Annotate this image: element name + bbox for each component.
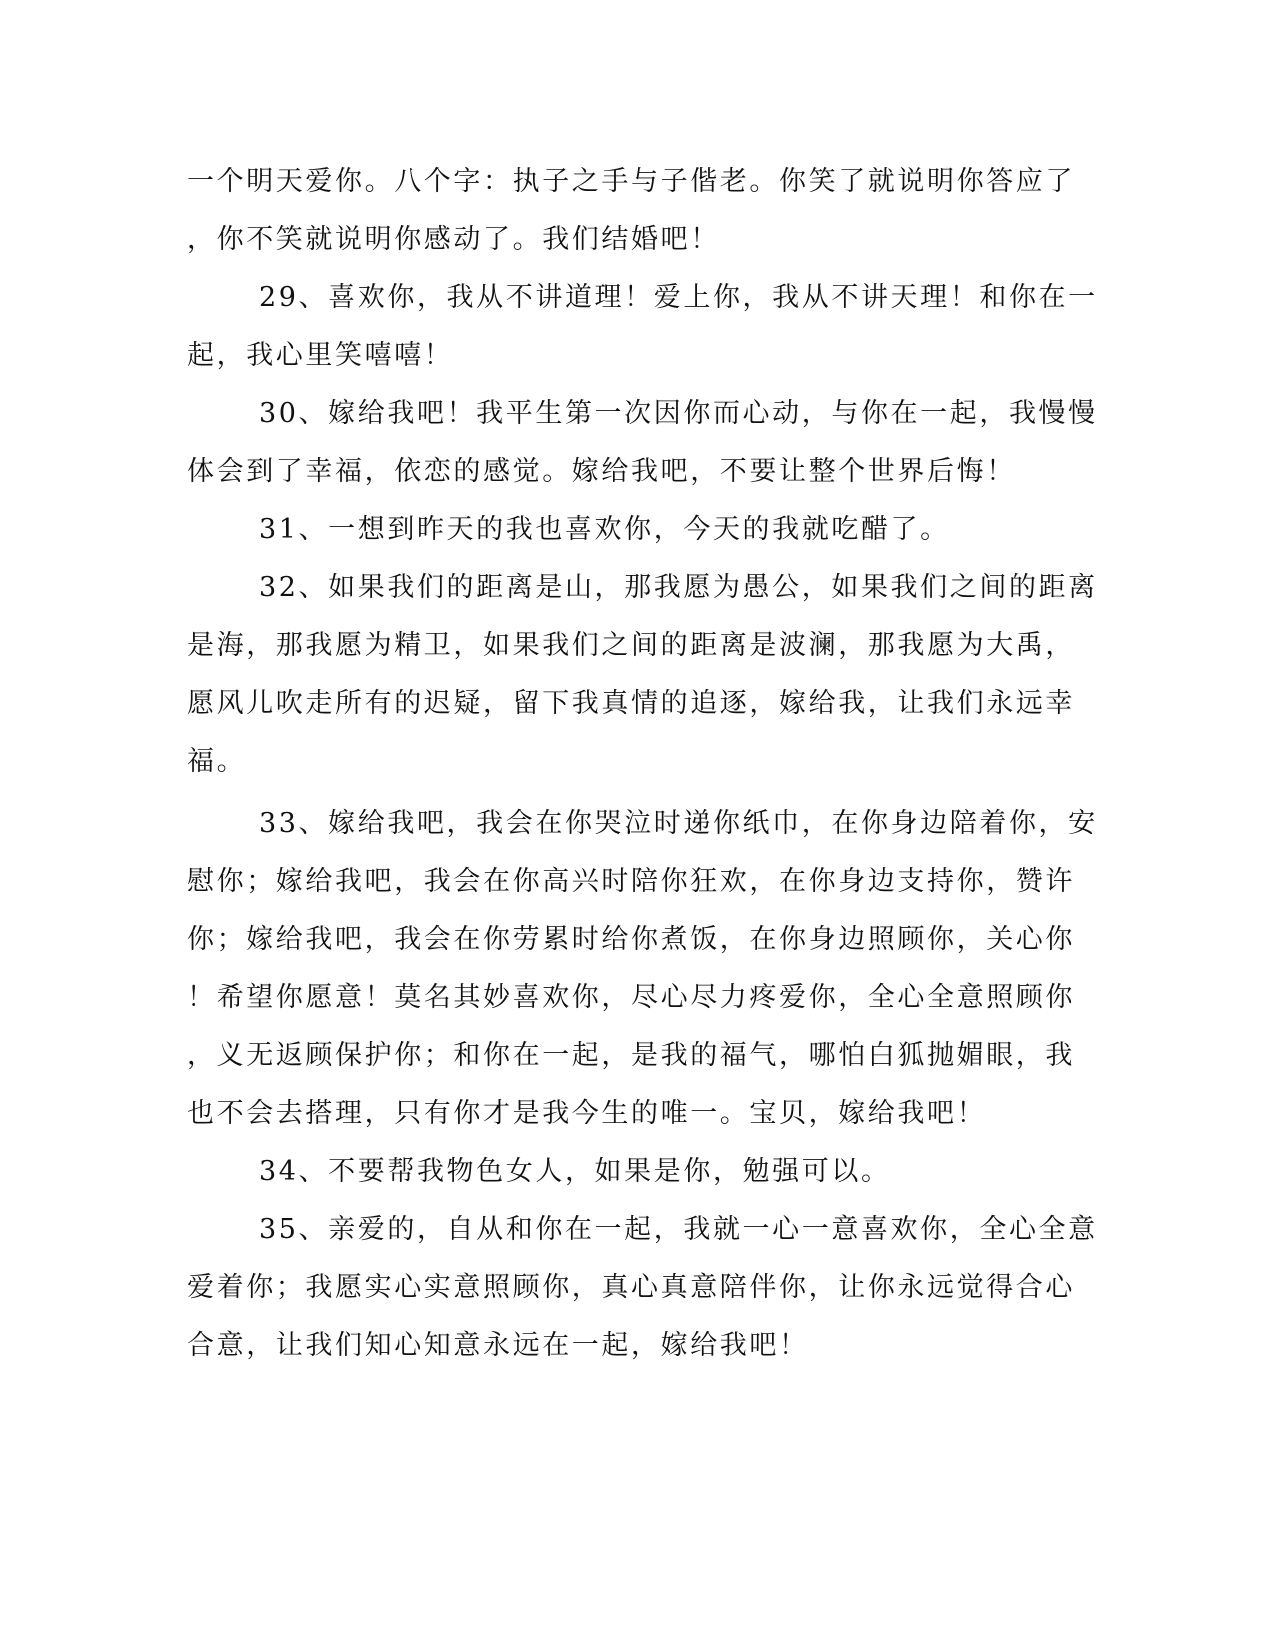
text-line: 愿风儿吹走所有的迟疑，留下我真情的追逐，嫁给我，让我们永远幸 xyxy=(187,688,1075,719)
item-31-line: 31、一想到昨天的我也喜欢你，今天的我就吃醋了。 xyxy=(259,514,950,545)
text-line: ，你不笑就说明你感动了。我们结婚吧！ xyxy=(187,224,720,255)
text-line: 合意，让我们知心知意永远在一起，嫁给我吧！ xyxy=(187,1330,809,1361)
text-line: 慰你；嫁给我吧，我会在你高兴时陪你狂欢，在你身边支持你，赞许 xyxy=(187,866,1075,897)
text-line: 一个明天爱你。八个字：执子之手与子偕老。你笑了就说明你答应了 xyxy=(187,166,1075,197)
item-35-line: 35、亲爱的，自从和你在一起，我就一心一意喜欢你，全心全意 xyxy=(259,1214,1098,1245)
text-line: 你；嫁给我吧，我会在你劳累时给你煮饭，在你身边照顾你，关心你 xyxy=(187,924,1075,955)
text-line: ！希望你愿意！莫名其妙喜欢你，尽心尽力疼爱你，全心全意照顾你 xyxy=(187,982,1075,1013)
text-line: 福。 xyxy=(187,746,247,777)
text-line: 体会到了幸福，依恋的感觉。嫁给我吧，不要让整个世界后悔！ xyxy=(187,456,1016,487)
item-32-line: 32、如果我们的距离是山，那我愿为愚公，如果我们之间的距离 xyxy=(259,572,1098,603)
item-30-line: 30、嫁给我吧！我平生第一次因你而心动，与你在一起，我慢慢 xyxy=(259,398,1098,429)
text-line: ，义无返顾保护你；和你在一起，是我的福气，哪怕白狐抛媚眼，我 xyxy=(187,1040,1075,1071)
text-line: 爱着你；我愿实心实意照顾你，真心真意陪伴你，让你永远觉得合心 xyxy=(187,1272,1075,1303)
text-line: 是海，那我愿为精卫，如果我们之间的距离是波澜，那我愿为大禹， xyxy=(187,630,1075,661)
item-34-line: 34、不要帮我物色女人，如果是你，勉强可以。 xyxy=(259,1156,891,1187)
text-line: 也不会去搭理，只有你才是我今生的唯一。宝贝，嫁给我吧！ xyxy=(187,1098,987,1129)
item-29-line: 29、喜欢你，我从不讲道理！爱上你，我从不讲天理！和你在一 xyxy=(259,282,1098,313)
text-line: 起，我心里笑嘻嘻！ xyxy=(187,340,454,371)
item-33-line: 33、嫁给我吧，我会在你哭泣时递你纸巾，在你身边陪着你，安 xyxy=(259,808,1098,839)
